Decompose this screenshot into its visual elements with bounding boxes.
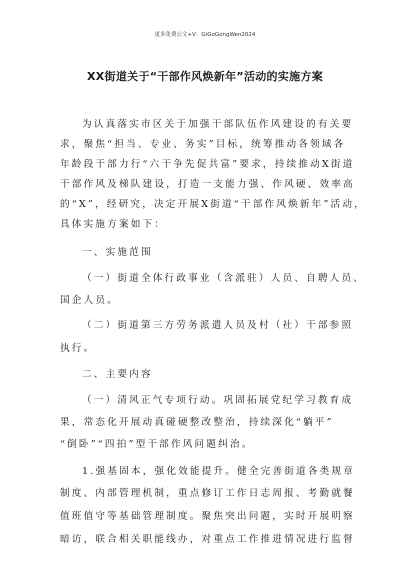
page-header: 更多免费公文+V：GiGoGongWen2024 <box>154 32 256 38</box>
body-line: 暗访，联合相关职能线办，对重点工作推进情况进行监督 <box>60 534 355 545</box>
section-heading: 一、实施范围 <box>82 247 153 258</box>
body-line: 求，聚焦“担当、专业、务实”目标，统筹推动各领域各 <box>60 139 346 150</box>
body-line: 为认真落实市区关于加强干部队伍作风建设的有关要 <box>82 119 354 130</box>
section-heading: 二、主要内容 <box>82 369 153 380</box>
body-line: （一）街道全体行政事业（含派驻）人员、自聘人员、 <box>82 273 366 284</box>
body-line: 果，常态化开展动真碰硬整改整治，持续深化“躺平” <box>60 417 334 428</box>
body-line: 执行。 <box>60 343 96 354</box>
body-line: 国企人员。 <box>60 295 119 306</box>
body-line: （二）街道第三方劳务派遣人员及村（社）干部参照 <box>82 320 354 331</box>
document-title: XX街道关于“干部作风焕新年”活动的实施方案 <box>86 70 324 83</box>
body-line: 干部作风及梯队建设，打造一支能力强、作风硬、效率高 <box>60 179 355 190</box>
body-line: 的“X”，经研究，决定开展X街道“干部作风焕新年”活动， <box>60 199 366 210</box>
body-line: 制度、内部管理机制，重点修订工作日志周报、考勤就餐 <box>60 488 355 499</box>
body-line: “倒卧”“四拍”型干部作风问题纠治。 <box>60 439 254 450</box>
body-line: 值班值守等基础管理制度。聚焦突出问题，实时开展明察 <box>60 511 355 522</box>
body-line: （一）清风正气专项行动。巩固拓展党纪学习教育成 <box>82 395 354 406</box>
body-line: 具体实施方案如下： <box>60 219 167 230</box>
body-line: 年龄段干部力行“六干争先促共富”要求，持续推动X街道 <box>60 159 355 170</box>
body-line: 1.强基固本，强化效能提升。健全完善街道各类规章 <box>82 466 356 477</box>
